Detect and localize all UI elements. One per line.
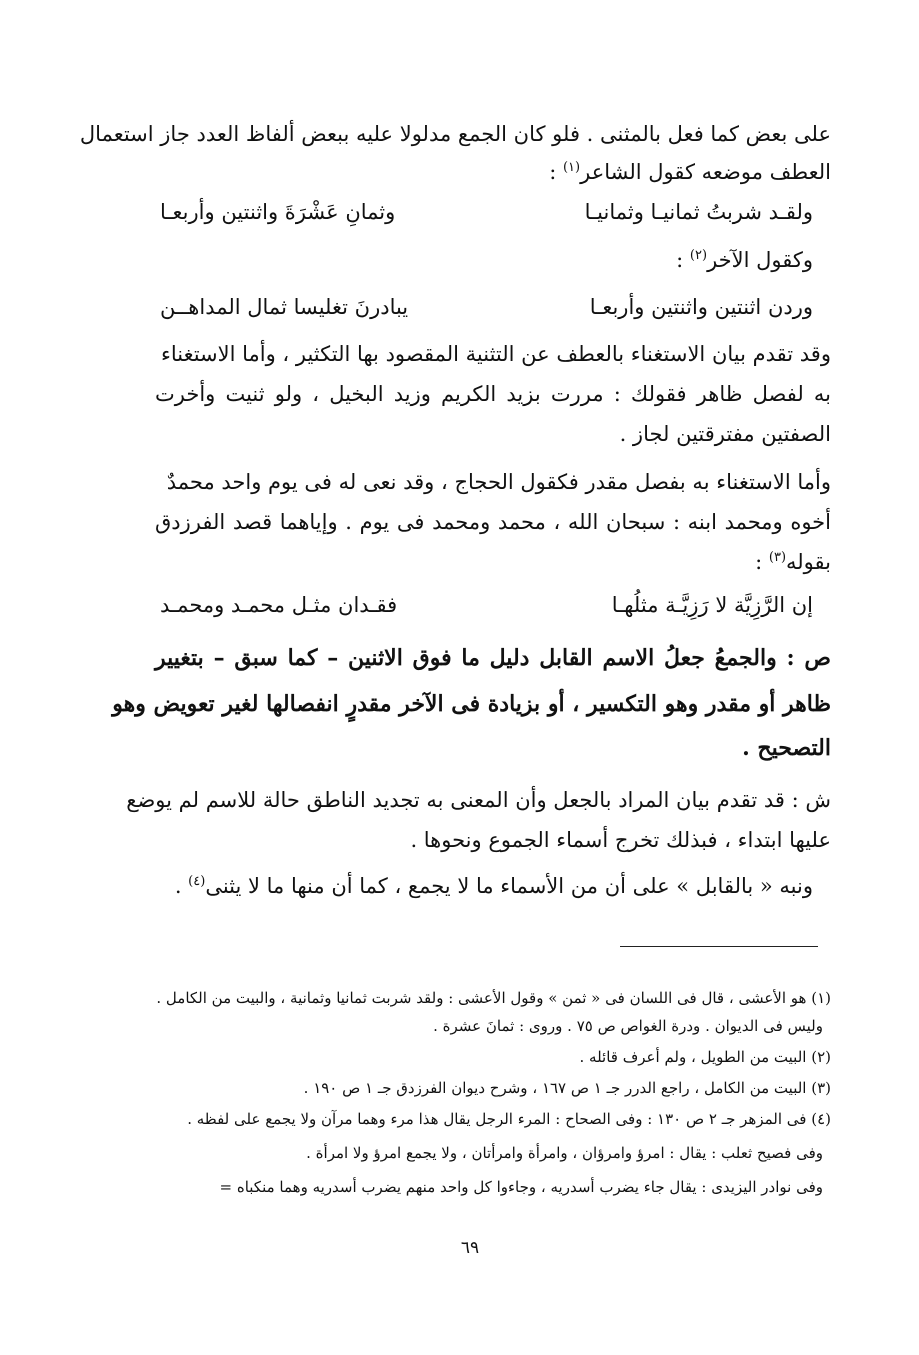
verse-hemistich-second: وثمانِ عَشْرَةَ واثنتين وأربعـا <box>160 200 396 224</box>
footnote-ref[interactable]: (٢) <box>689 248 708 263</box>
verse-hemistich-second: فقـدان مثـل محمـد ومحمـد <box>160 593 398 617</box>
body-line: وأما الاستغناء به بفصل مقدر فكقول الحجاج ، وقد نعى له فى يوم واحد محمدٌ <box>166 470 831 494</box>
verse-hemistich-first: ولقـد شربتُ ثمانيـا وثمانيـا <box>584 200 813 224</box>
footnote-line: (٣) البيت من الكامل ، راجع الدرر جـ ١ ص ١٦٧ ، وشرح ديوان الفرزدق جـ ١ ص ١٩٠ . <box>303 1079 831 1097</box>
body-text: . <box>174 874 189 898</box>
footnote-ref[interactable]: (١) <box>562 160 581 175</box>
footnote-line: (١) هو الأعشى ، قال فى اللسان فى « ثمن » وقول الأعشى : ولقد شربت ثمانيا وثمانية ، والبيت من الكامل . <box>156 989 831 1007</box>
body-line: به لفصل ظاهر فقولك : مررت بزيد الكريم وزيد البخيل ، ولو ثنيت وأخرت <box>155 382 831 406</box>
footnote-separator <box>620 946 818 947</box>
body-text: بقوله <box>786 550 831 574</box>
footnote-line: (٤) فى المزهر جـ ٢ ص ١٣٠ : وفى الصحاح : المرء الرجل يقال هذا مرء وهما مرآن ولا يجمع على لفظه . <box>187 1110 831 1128</box>
body-text: : <box>755 550 769 574</box>
body-text: : <box>549 160 563 184</box>
body-line-bold: ص : والجمعُ جعلُ الاسم القابل دليل ما فوق الاثنين – كما سبق – بتغيير <box>155 645 831 671</box>
verse-hemistich-first: إن الرَّزِيَّة لا رَزِيَّـة مثلُهـا <box>611 593 813 617</box>
body-line: على بعض كما فعل بالمثنى . فلو كان الجمع مدلولا عليه ببعض ألفاظ العدد جاز استعمال <box>79 122 831 146</box>
body-text: ونبه « بالقابل » على أن من الأسماء ما لا يجمع ، كما أن منها ما لا يثنى <box>205 874 813 898</box>
footnote-line: وفى نوادر اليزيدى : يقال جاء يضرب أسدريه ، وجاءوا كل واحد منهم يضرب أسدريه وهما منكباه = <box>219 1178 823 1196</box>
verse-hemistich-first: وردن اثنتين واثنتين وأربعـا <box>589 295 813 319</box>
body-text: وكقول الآخر <box>707 248 813 272</box>
body-line: ش : قد تقدم بيان المراد بالجعل وأن المعنى به تجديد الناطق حالة للاسم لم يوضع <box>126 788 831 812</box>
body-line <box>676 240 813 280</box>
footnote-line: وفى فصيح ثعلب : يقال : امرؤ وامرؤان ، وامرأة وامرأتان ، ولا يجمع امرؤ ولا امرأة . <box>306 1144 823 1162</box>
body-line: وقد تقدم بيان الاستغناء بالعطف عن التثنية المقصود بها التكثير ، وأما الاستغناء <box>160 342 831 366</box>
body-line <box>755 542 831 582</box>
body-line: عليها ابتداء ، فبذلك تخرج أسماء الجموع ونحوها . <box>410 828 831 852</box>
body-text: : <box>676 248 690 272</box>
body-line <box>175 866 813 906</box>
body-line-bold: التصحيح . <box>742 735 831 761</box>
verse-hemistich-second: يبادرنَ تغليسا ثمال المداهــن <box>160 295 409 319</box>
footnote-ref[interactable]: (٣) <box>768 550 787 565</box>
body-line: الصفتين مفترقتين لجاز . <box>619 422 831 446</box>
footnote-line: وليس فى الديوان . ودرة الغواص ص ٧٥ . وروى : ثمانَ عشرة . <box>433 1017 823 1035</box>
body-line: أخوه ومحمد ابنه : سبحان الله ، محمد ومحمد فى يوم . وإياهما قصد الفرزدق <box>155 510 831 534</box>
footnote-line: (٢) البيت من الطويل ، ولم أعرف قائله . <box>579 1048 831 1066</box>
body-line-bold: ظاهر أو مقدر وهو التكسير ، أو بزيادة فى الآخر مقدرٍ انفصالها لغير تعويض وهو <box>112 691 831 717</box>
footnote-ref[interactable]: (٤) <box>188 874 206 889</box>
page-number: ٦٩ <box>460 1238 480 1258</box>
body-line <box>549 152 831 192</box>
body-text: العطف موضعه كقول الشاعر <box>580 160 831 184</box>
